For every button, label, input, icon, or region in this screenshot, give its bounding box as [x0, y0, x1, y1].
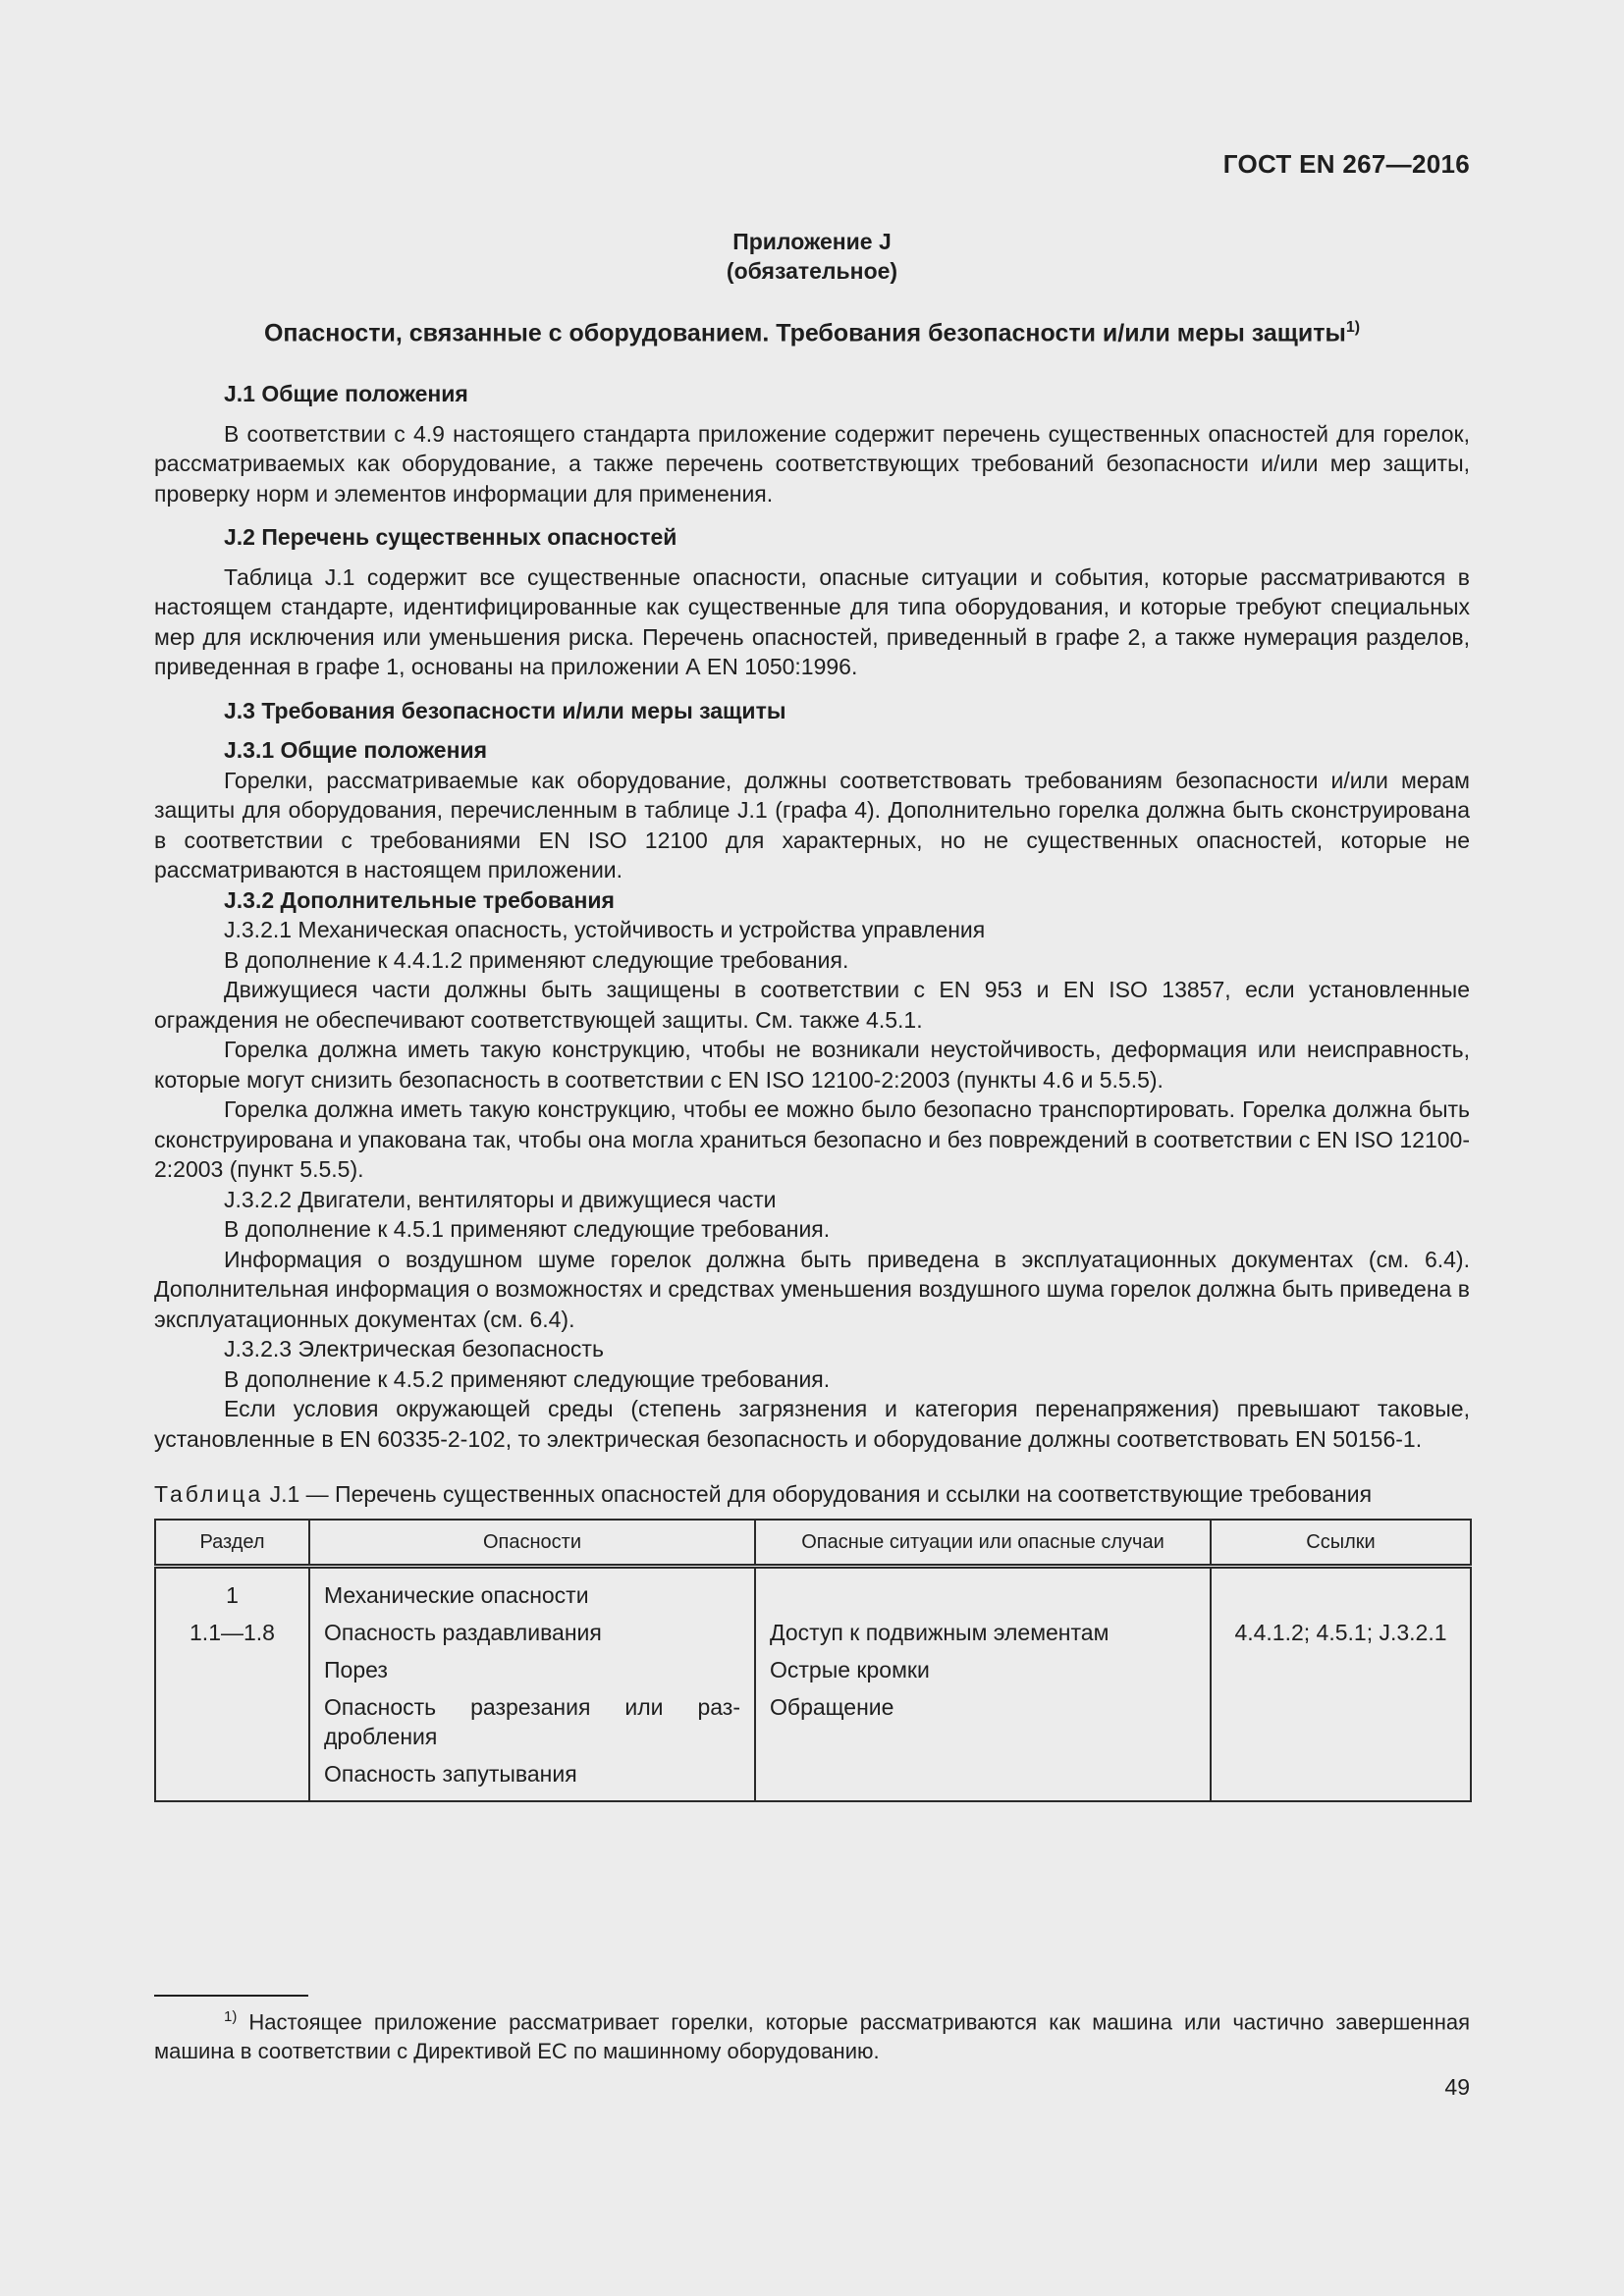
- table-cell: [155, 1755, 309, 1801]
- hazards-table: [154, 1519, 1472, 1802]
- table-cell: Порез: [309, 1651, 755, 1688]
- table-row: [155, 1614, 1471, 1651]
- paragraph-j321-3: Горелка должна иметь такую конструкцию, чтобы не возникали неустойчивость, деформация или неисправность, которые могут снизить безопасность в соответствии с EN ISO 12100-2:2003 (пункты 4.6 и 5.5.5).: [154, 1037, 1470, 1093]
- standard-designation: ГОСТ EN 267—2016: [1222, 149, 1470, 179]
- page-content: [154, 227, 1470, 1802]
- table-cell: Опасность разрезания или раздробления: [309, 1688, 755, 1755]
- paragraph-j31: Горелки, рассматриваемые как оборудование, должны соответствовать требованиям безопасности и/или мерам защиты для оборудования, перечисленным в таблице J.1 (графа 4). Дополнительно горелка должна быть сконструирована в соответствии с требованиями EN ISO 12100 для характерных, но не существенных опасностей, которые не рассматриваются в настоящем приложении.: [154, 767, 1470, 883]
- table-row: [155, 1688, 1471, 1755]
- table-cell: [155, 1651, 309, 1688]
- section-heading-j2: J.2 Перечень существенных опасностей: [224, 524, 677, 551]
- section-heading-j31: J.3.1 Общие положения: [224, 737, 488, 764]
- paragraph-j323-2: Если условия окружающей среды (степень загрязнения и категория перенапряжения) превышают таковые, установленные в EN 60335-2-102, то электрическая безопасность и оборудование должны соответствовать EN 50156-1.: [154, 1396, 1470, 1452]
- annex-title: Приложение J: [732, 229, 892, 254]
- table-cell: [755, 1755, 1211, 1801]
- table-header-cell: Опасные ситуации или опасные случаи: [755, 1520, 1211, 1567]
- footnote-number: 1): [224, 2008, 238, 2025]
- table-cell: [1211, 1651, 1471, 1688]
- table-cell: [755, 1567, 1211, 1615]
- table-cell: Доступ к подвижным элементам: [755, 1614, 1211, 1651]
- table-row: [155, 1567, 1471, 1615]
- table-cell: 1: [155, 1567, 309, 1615]
- paragraph-j1: В соответствии с 4.9 настоящего стандарта приложение содержит перечень существенных опасностей для горелок, рассматриваемых как оборудование, а также перечень соответствующих требований безопасности и/или мер защиты, проверку норм и элементов информации для применения.: [154, 420, 1470, 507]
- subsection-title-j323: J.3.2.3 Электрическая безопасность: [224, 1336, 604, 1362]
- paragraph-j321-2: Движущиеся части должны быть защищены в соответствии с EN 953 и EN ISO 13857, если установленные ограждения не обеспечивают соответствующей защиты. См. также 4.5.1.: [154, 977, 1470, 1033]
- footnote: [154, 2002, 1470, 2066]
- paragraph-j321-4: Горелка должна иметь такую конструкцию, чтобы ее можно было безопасно транспортировать. Горелка должна быть сконструирована и упакована так, чтобы она могла храниться безопасно и без повреждений в соответствии с EN ISO 12100-2:2003 (пункт 5.5.5).: [154, 1096, 1470, 1183]
- table-header-row: [155, 1520, 1471, 1567]
- table-header-cell: Опасности: [309, 1520, 755, 1567]
- paragraph-j322-2: Информация о воздушном шуме горелок должна быть приведена в эксплуатационных документах (см. 6.4). Дополнительная информация о возможностях и средствах уменьшения воздушного шума горелок должна быть приведена в эксплуатационных документах (см. 6.4).: [154, 1246, 1470, 1332]
- table-caption-label: Таблица: [154, 1481, 264, 1508]
- subsection-title-j321: J.3.2.1 Механическая опасность, устойчивость и устройства управления: [224, 917, 986, 943]
- section-heading-j32: J.3.2 Дополнительные требования: [224, 886, 615, 913]
- table-cell: [155, 1688, 309, 1755]
- table-cell: Обращение: [755, 1688, 1211, 1755]
- table-cell: 4.4.1.2; 4.5.1; J.3.2.1: [1211, 1614, 1471, 1651]
- main-title: [154, 311, 1470, 349]
- paragraph-j321-1: В дополнение к 4.4.1.2 применяют следующие требования.: [224, 946, 849, 973]
- table-caption-text: J.1 — Перечень существенных опасностей для оборудования и ссылки на соответствующие требования: [269, 1481, 1373, 1508]
- table-cell: [1211, 1755, 1471, 1801]
- paragraph-j322-1: В дополнение к 4.5.1 применяют следующие требования.: [224, 1216, 831, 1243]
- paragraph-j2: Таблица J.1 содержит все существенные опасности, опасные ситуации и события, которые рассматриваются в настоящем стандарте, идентифицированные как существенные для типа оборудования, и которые требуют специальных мер для исключения или уменьшения риска. Перечень опасностей, приведенный в графе 2, а также нумерация разделов, приведенная в графе 1, основаны на приложении А EN 1050:1996.: [154, 563, 1470, 680]
- table-caption: [154, 1479, 1470, 1509]
- table-row: [155, 1651, 1471, 1688]
- table-header-cell: Ссылки: [1211, 1520, 1471, 1567]
- table-cell: Опасность запутывания: [309, 1755, 755, 1801]
- table-row: [155, 1755, 1471, 1801]
- footnote-mark: 1): [1345, 319, 1361, 336]
- section-heading-j3: J.3 Требования безопасности и/или меры защиты: [224, 697, 786, 723]
- table-cell: [1211, 1688, 1471, 1755]
- table-header-cell: Раздел: [155, 1520, 309, 1567]
- table-cell: Острые кромки: [755, 1651, 1211, 1688]
- table-cell: 1.1—1.8: [155, 1614, 309, 1651]
- page-number: 49: [1444, 2074, 1470, 2100]
- paragraph-j323-1: В дополнение к 4.5.2 применяют следующие требования.: [224, 1365, 831, 1392]
- footnote-text: Настоящее приложение рассматривает горелки, которые рассматриваются как машина или частично завершенная машина в соответствии с Директивой ЕС по машинному оборудованию.: [154, 2009, 1470, 2064]
- table-cell: Механические опасности: [309, 1567, 755, 1615]
- annex-subtitle: (обязательное): [726, 258, 898, 284]
- section-heading-j1: J.1 Общие положения: [224, 381, 468, 407]
- main-title-text: Опасности, связанные с оборудованием. Требования безопасности и/или меры защиты: [263, 319, 1346, 347]
- footnote-separator: [154, 1995, 308, 1997]
- subsection-title-j322: J.3.2.2 Двигатели, вентиляторы и движущиеся части: [224, 1186, 777, 1212]
- table-cell: Опасность раздавливания: [309, 1614, 755, 1651]
- table-cell: [1211, 1567, 1471, 1615]
